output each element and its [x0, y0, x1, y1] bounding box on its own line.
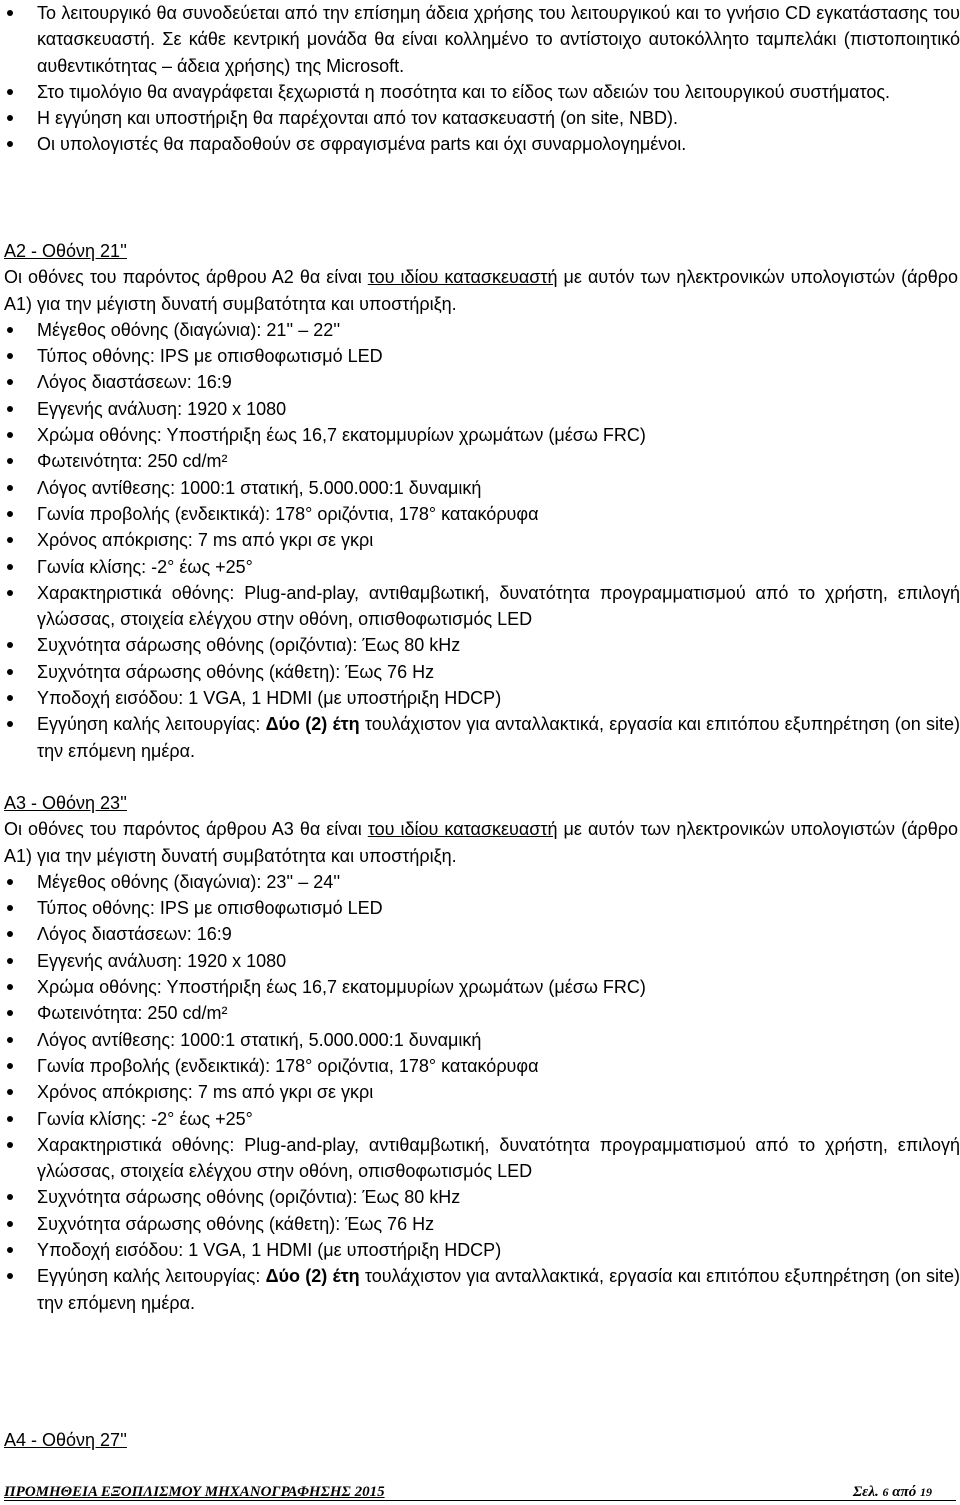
list-item: Λόγος διαστάσεων: 16:9 [0, 369, 960, 395]
section-a3-title [0, 790, 960, 816]
warranty-text: τουλάχιστον για ανταλλακτικά, εργασία και επιτόπου εξυπηρέτηση (on site) την επόμενη ημέρα. [37, 714, 960, 761]
list-item-warranty [0, 711, 960, 764]
section-a2-intro-text: Οι οθόνες του παρόντος άρθρου Α2 θα είναι [4, 267, 368, 288]
section-a3-title-text: Α3 - Οθόνη 23'' [4, 793, 127, 813]
list-item: Γωνία προβολής (ενδεικτικά): 178° οριζόντια, 178° κατακόρυφα [0, 1053, 960, 1079]
footer-title: ΠΡΟΜΗΘΕΙΑ ΕΞΟΠΛΙΣΜΟΥ ΜΗΧΑΝΟΓΡΑΦΗΣΗΣ 2015 [4, 1484, 385, 1500]
list-item: Εγγενής ανάλυση: 1920 x 1080 [0, 396, 960, 422]
page-footer [4, 1484, 956, 1502]
list-item: Λόγος αντίθεσης: 1000:1 στατική, 5.000.000:1 δυναμική [0, 1027, 960, 1053]
section-a4 [0, 1427, 960, 1453]
section-a4-title-text: Α4 - Οθόνη 27'' [4, 1430, 127, 1450]
list-item: Συχνότητα σάρωσης οθόνης (κάθετη): Έως 76 Hz [0, 1211, 960, 1237]
page-of: από [892, 1484, 917, 1500]
warranty-label: Εγγύηση καλής λειτουργίας: [37, 1266, 266, 1287]
list-item: Τύπος οθόνης: IPS με οπισθοφωτισμό LED [0, 895, 960, 921]
list-item: Υποδοχή εισόδου: 1 VGA, 1 HDMI (με υποστήριξη HDCP) [0, 1237, 960, 1263]
section-a3-intro-text: Οι οθόνες του παρόντος άρθρου Α3 θα είναι [4, 819, 368, 840]
list-item: Χρώμα οθόνης: Υποστήριξη έως 16,7 εκατομμυρίων χρωμάτων (μέσω FRC) [0, 974, 960, 1000]
list-item: Μέγεθος οθόνης (διαγώνια): 23'' – 24'' [0, 869, 960, 895]
section-a2 [0, 238, 960, 764]
page-prefix: Σελ. [852, 1484, 879, 1500]
list-item: Συχνότητα σάρωσης οθόνης (κάθετη): Έως 76 Hz [0, 659, 960, 685]
intro-bullet-list [0, 0, 960, 158]
footer-rule [4, 1500, 956, 1501]
section-a2-intro-text-end: με αυτόν των ηλεκτρονικών υπολογιστών (άρθρο Α1) για την μέγιστη δυνατή συμβατότητα και υποστήριξη. [4, 267, 958, 314]
warranty-label: Εγγύηση καλής λειτουργίας: [37, 714, 266, 735]
list-item: Γωνία κλίσης: -2° έως +25° [0, 554, 960, 580]
warranty-text: τουλάχιστον για ανταλλακτικά, εργασία και επιτόπου εξυπηρέτηση (on site) την επόμενη ημέρα. [37, 1266, 960, 1313]
list-item: Φωτεινότητα: 250 cd/m² [0, 1000, 960, 1026]
list-item: Μέγεθος οθόνης (διαγώνια): 21'' – 22'' [0, 317, 960, 343]
list-item: Στο τιμολόγιο θα αναγράφεται ξεχωριστά η ποσότητα και το είδος των αδειών του λειτουργικού συστήματος. [0, 79, 960, 105]
list-item-warranty [0, 1263, 960, 1316]
intro-section [0, 0, 960, 158]
list-item: Εγγενής ανάλυση: 1920 x 1080 [0, 948, 960, 974]
list-item: Συχνότητα σάρωσης οθόνης (οριζόντια): Έως 80 kHz [0, 632, 960, 658]
section-a3-intro [0, 816, 960, 869]
section-a2-spec-list [0, 317, 960, 764]
list-item: Λόγος διαστάσεων: 16:9 [0, 921, 960, 947]
list-item: Χρόνος απόκρισης: 7 ms από γκρι σε γκρι [0, 527, 960, 553]
list-item: Λόγος αντίθεσης: 1000:1 στατική, 5.000.000:1 δυναμική [0, 475, 960, 501]
list-item: Τύπος οθόνης: IPS με οπισθοφωτισμό LED [0, 343, 960, 369]
page-total: 19 [920, 1485, 932, 1499]
list-item: Συχνότητα σάρωσης οθόνης (οριζόντια): Έως 80 kHz [0, 1184, 960, 1210]
section-a3-intro-underlined: του ιδίου κατασκευαστή [367, 819, 558, 840]
section-a3 [0, 790, 960, 1316]
section-a2-title [0, 238, 960, 264]
warranty-period: Δύο (2) έτη [265, 714, 360, 735]
page-current: 6 [882, 1485, 889, 1499]
list-item: Γωνία προβολής (ενδεικτικά): 178° οριζόντια, 178° κατακόρυφα [0, 501, 960, 527]
list-item: Χαρακτηριστικά οθόνης: Plug-and-play, αντιθαμβωτική, δυνατότητα προγραμματισμού από το χρήστη, επιλογή γλώσσας, στοιχεία ελέγχου στην οθόνη, οπισθοφωτισμός LED [0, 580, 960, 633]
section-a2-intro [0, 264, 960, 317]
section-a4-title [0, 1427, 960, 1453]
section-a3-intro-text-end: με αυτόν των ηλεκτρονικών υπολογιστών (άρθρο Α1) για την μέγιστη δυνατή συμβατότητα και υποστήριξη. [4, 819, 958, 866]
list-item: Υποδοχή εισόδου: 1 VGA, 1 HDMI (με υποστήριξη HDCP) [0, 685, 960, 711]
section-a3-spec-list [0, 869, 960, 1316]
list-item: Το λειτουργικό θα συνοδεύεται από την επίσημη άδεια χρήσης του λειτουργικού και το γνήσιο CD εγκατάστασης του κατασκευαστή. Σε κάθε κεντρική μονάδα θα είναι κολλημένο το αντίστοιχο αυτοκόλλητο ταμπελάκι (πιστοποιητικό αυθεντικότητας – άδεια χρήσης) της Microsoft. [0, 0, 960, 79]
list-item: Η εγγύηση και υποστήριξη θα παρέχονται από τον κατασκευαστή (on site, NBD). [0, 105, 960, 131]
section-a2-intro-underlined: του ιδίου κατασκευαστή [367, 267, 558, 288]
list-item: Οι υπολογιστές θα παραδοθούν σε σφραγισμένα parts και όχι συναρμολογημένοι. [0, 131, 960, 157]
warranty-period: Δύο (2) έτη [265, 1266, 360, 1287]
page-number [853, 1484, 932, 1501]
list-item: Γωνία κλίσης: -2° έως +25° [0, 1106, 960, 1132]
section-a2-title-text: Α2 - Οθόνη 21'' [4, 241, 127, 261]
list-item: Χαρακτηριστικά οθόνης: Plug-and-play, αντιθαμβωτική, δυνατότητα προγραμματισμού από το χρήστη, επιλογή γλώσσας, στοιχεία ελέγχου στην οθόνη, οπισθοφωτισμός LED [0, 1132, 960, 1185]
list-item: Χρώμα οθόνης: Υποστήριξη έως 16,7 εκατομμυρίων χρωμάτων (μέσω FRC) [0, 422, 960, 448]
list-item: Φωτεινότητα: 250 cd/m² [0, 448, 960, 474]
list-item: Χρόνος απόκρισης: 7 ms από γκρι σε γκρι [0, 1079, 960, 1105]
